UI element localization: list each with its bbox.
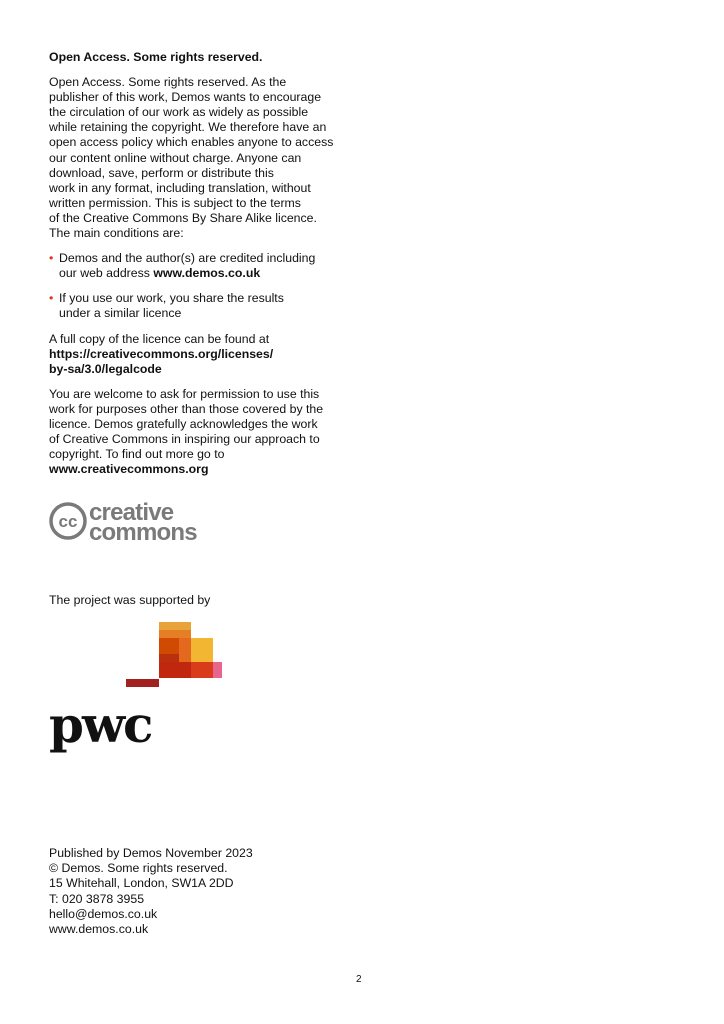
- imprint-email-link[interactable]: hello@demos.co.uk: [49, 906, 158, 921]
- imprint-published: Published by Demos November 2023: [49, 846, 253, 860]
- pwc-logo-mark: [125, 622, 225, 688]
- pwc-block: [159, 654, 179, 662]
- permission-line: licence. Demos gratefully acknowledges the work: [49, 416, 318, 431]
- intro-line: Open Access. Some rights reserved. As the: [49, 75, 287, 90]
- pwc-block: [191, 662, 213, 678]
- imprint-block: [49, 846, 253, 937]
- condition-share-alike: [49, 291, 359, 321]
- permission-line: of Creative Commons in inspiring our approach to: [49, 432, 320, 447]
- licence-url-part: by-sa/3.0/legalcode: [49, 361, 162, 376]
- condition-credit: [49, 251, 359, 281]
- intro-line: work in any format, including translation, without: [49, 180, 311, 195]
- pwc-block: [126, 679, 159, 687]
- intro-line: while retaining the copyright. We therefore have an: [49, 120, 327, 135]
- intro-line: of the Creative Commons By Share Alike licence.: [49, 210, 317, 225]
- cc-word-commons: commons: [89, 519, 197, 542]
- licence-copy-paragraph: [49, 332, 359, 377]
- condition-line: under a similar licence: [59, 306, 182, 321]
- pwc-block: [213, 662, 222, 678]
- copy-line: A full copy of the licence can be found at: [49, 331, 270, 346]
- intro-line: our content online without charge. Anyone can: [49, 150, 302, 165]
- licence-intro: [49, 75, 359, 241]
- intro-line: publisher of this work, Demos wants to encourage: [49, 90, 322, 105]
- licence-url-link[interactable]: [49, 347, 273, 376]
- imprint-phone: T: 020 3878 3955: [49, 891, 145, 906]
- pwc-block: [191, 638, 213, 662]
- condition-line: our web address: [59, 266, 154, 281]
- pwc-block: [179, 638, 191, 662]
- imprint-copyright: © Demos. Some rights reserved.: [49, 861, 228, 876]
- imprint-website-link[interactable]: www.demos.co.uk: [49, 922, 149, 937]
- cc-badge-text: cc: [58, 512, 78, 531]
- licence-conditions-list: [49, 251, 359, 321]
- pwc-block: [159, 622, 191, 630]
- permission-line: You are welcome to ask for permission to use this: [49, 386, 320, 401]
- intro-line: The main conditions are:: [49, 226, 184, 241]
- imprint-address: 15 Whitehall, London, SW1A 2DD: [49, 876, 234, 891]
- permission-paragraph: [49, 387, 359, 478]
- page-number: 2: [356, 974, 362, 985]
- licence-url-part: https://creativecommons.org/licenses/: [49, 346, 274, 361]
- licence-text: [49, 50, 359, 487]
- permission-line: copyright. To find out more go to: [49, 447, 225, 462]
- pwc-block: [159, 662, 191, 678]
- intro-line: written permission. This is subject to the terms: [49, 195, 301, 210]
- pwc-block: [159, 630, 191, 638]
- condition-line: Demos and the author(s) are credited including: [59, 251, 316, 266]
- licence-heading: Open Access. Some rights reserved.: [49, 50, 263, 64]
- creativecommons-link[interactable]: www.creativecommons.org: [49, 462, 209, 477]
- creative-commons-logo: [49, 500, 234, 542]
- intro-line: download, save, perform or distribute this: [49, 165, 274, 180]
- pwc-wordmark: pwc: [49, 695, 152, 754]
- condition-line: If you use our work, you share the results: [59, 291, 284, 306]
- intro-line: the circulation of our work as widely as possible: [49, 105, 309, 120]
- demos-web-link[interactable]: www.demos.co.uk: [153, 266, 261, 281]
- intro-line: open access policy which enables anyone to access: [49, 135, 334, 150]
- cc-word-creative: creative: [89, 500, 174, 526]
- permission-line: work for purposes other than those covered by the: [49, 401, 324, 416]
- supported-by-label: The project was supported by: [49, 593, 211, 607]
